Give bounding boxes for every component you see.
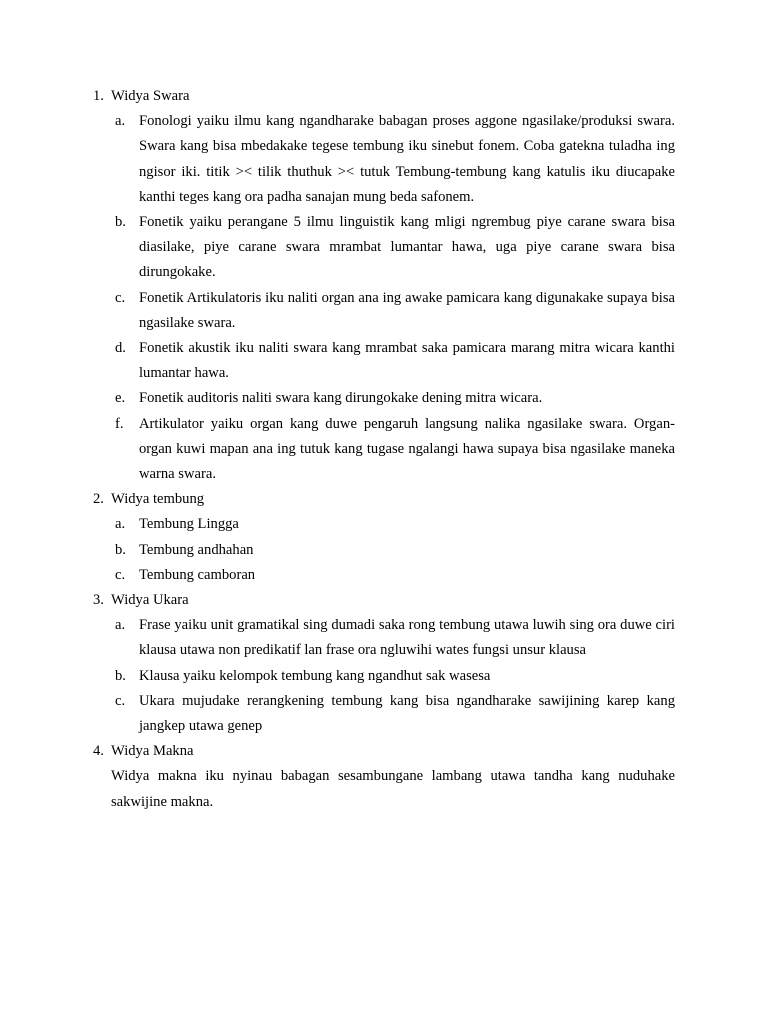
list-item (111, 613, 675, 663)
item-text: Fonetik auditoris naliti swara kang dirungokake dening mitra wicara. (139, 390, 543, 407)
list-item (111, 563, 675, 588)
section-widya-ukara (93, 588, 675, 739)
section-widya-swara (93, 84, 675, 487)
section-number: 3. (93, 592, 104, 609)
item-letter: e. (115, 390, 126, 407)
sub-list (111, 613, 675, 739)
section-widya-tembung (93, 487, 675, 588)
item-text: Fonetik akustik iku naliti swara kang mrambat saka pamicara marang mitra wicara kanthi lumantar hawa. (139, 340, 675, 382)
item-letter: f. (115, 415, 124, 432)
item-text: Klausa yaiku kelompok tembung kang ngandhut sak wasesa (139, 667, 491, 684)
item-text: Ukara mujudake rerangkening tembung kang bisa ngandharake sawijining karep kang jangkep utawa genep (139, 692, 675, 735)
item-letter: c. (115, 692, 126, 709)
item-text: Tembung andhahan (139, 541, 254, 558)
list-item (111, 286, 675, 336)
document-content (93, 84, 675, 815)
item-letter: a. (115, 113, 126, 130)
item-text: Tembung camboran (139, 566, 256, 583)
item-letter: d. (115, 340, 126, 357)
item-letter: a. (115, 617, 126, 634)
sub-list (111, 512, 675, 588)
section-title: Widya Ukara (111, 592, 189, 609)
item-text: Fonologi yaiku ilmu kang ngandharake babagan proses aggone ngasilake/produksi swara. Swara kang bisa mbedakake tegese tembung iku sinebut fonem. Coba gatekna tuladha ing ngisor iki. titik >< tilik thuthuk >< tutuk Tembung-tembung kang katulis iku diucapake kanthi teges kang ora padha sanajan mung beda safonem. (139, 113, 675, 205)
sub-list (111, 109, 675, 487)
item-text: Fonetik Artikulatoris iku naliti organ ana ing awake pamicara kang digunakake supaya bisa ngasilake swara. (139, 289, 675, 331)
list-item (111, 109, 675, 210)
list-item (111, 538, 675, 563)
section-title: Widya tembung (111, 491, 205, 508)
item-letter: a. (115, 516, 126, 533)
item-text: Frase yaiku unit gramatikal sing dumadi saka rong tembung utawa luwih sing ora duwe ciri klausa utawa non predikatif lan frase ora ngluwihi wates fungsi unsur klausa (139, 617, 675, 659)
section-number: 1. (93, 88, 104, 104)
list-item (111, 386, 675, 411)
item-text: Tembung Lingga (139, 516, 239, 533)
item-text: Artikulator yaiku organ kang duwe pengaruh langsung nalika ngasilake swara. Organ-organ kuwi mapan ana ing tutuk kang tugase ngalangi hawa supaya bisa ngasilake maneka warna swara. (139, 415, 675, 483)
section-widya-makna (93, 739, 675, 815)
item-letter: b. (115, 667, 126, 684)
section-number: 2. (93, 491, 104, 508)
item-letter: c. (115, 566, 126, 583)
list-item (111, 664, 675, 689)
item-text: Fonetik yaiku perangane 5 ilmu linguistik kang mligi ngrembug piye carane swara bisa diasilake, piye carane swara mrambat lumantar hawa, uga piye carane swara bisa dirungokake. (139, 214, 675, 281)
section-title: Widya Swara (111, 88, 190, 104)
section-title: Widya Makna (111, 743, 194, 760)
list-item (111, 689, 675, 739)
item-letter: b. (115, 214, 126, 231)
list-item (111, 512, 675, 537)
list-item (111, 336, 675, 386)
section-paragraph: Widya makna iku nyinau babagan sesambungane lambang utawa tandha kang nuduhake sakwijine makna. (111, 768, 675, 810)
list-item (111, 210, 675, 286)
section-number: 4. (93, 743, 104, 760)
list-item (111, 412, 675, 488)
item-letter: b. (115, 541, 126, 558)
item-letter: c. (115, 289, 126, 306)
